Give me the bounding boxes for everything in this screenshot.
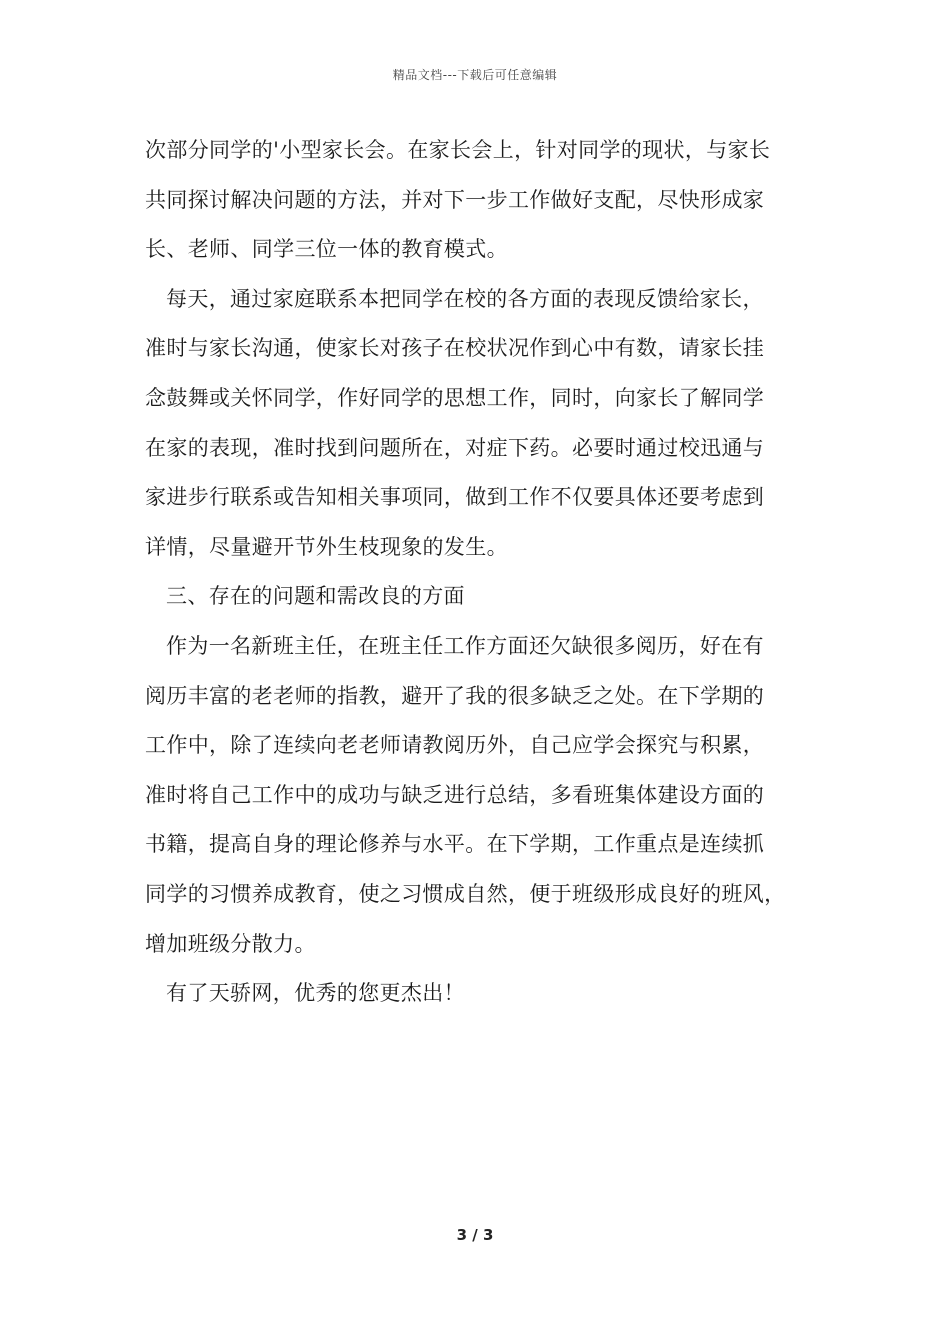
text-line: 准时与家长沟通，使家长对孩子在校状况作到心中有数，请家长挂: [145, 336, 765, 361]
text-line: 同学的习惯养成教育，使之习惯成自然，便于班级形成良好的班风，: [145, 881, 786, 906]
text-line: 阅历丰富的老老师的指教，避开了我的很多缺乏之处。在下学期的: [145, 683, 765, 708]
text-line: 增加班级分散力。: [145, 931, 316, 956]
paragraph-start-line: 每天，通过家庭联系本把同学在校的各方面的表现反馈给家长，: [166, 286, 764, 311]
section-heading: 三、存在的问题和需改良的方面: [166, 584, 465, 609]
text-line: 在家的表现，准时找到问题所在，对症下药。必要时通过校迅通与: [145, 435, 765, 460]
text-line: 共同探讨解决问题的方法，并对下一步工作做好支配，尽快形成家: [145, 187, 765, 212]
text-line: 工作中，除了连续向老老师请教阅历外，自己应学会探究与积累，: [145, 733, 765, 758]
paragraph-start-line: 作为一名新班主任，在班主任工作方面还欠缺很多阅历，好在有: [166, 633, 764, 658]
text-line: 念鼓舞或关怀同学，作好同学的思想工作，同时，向家长了解同学: [145, 385, 765, 410]
text-line: 家进步行联系或告知相关事项同，做到工作不仅要具体还要考虑到: [145, 485, 765, 510]
text-line: 次部分同学的'小型家长会。在家长会上，针对同学的现状，与家长: [145, 138, 771, 162]
closing-line: 有了天骄网，优秀的您更杰出！: [166, 981, 465, 1006]
document-body: [145, 126, 825, 1019]
page-header: 精品文档---下载后可任意编辑: [392, 68, 558, 82]
text-line: 准时将自己工作中的成功与缺乏进行总结，多看班集体建设方面的: [145, 782, 765, 807]
text-line: 详情，尽量避开节外生枝现象的发生。: [145, 534, 508, 559]
page-number: 3 / 3: [456, 1226, 494, 1244]
text-line: 书籍，提高自身的理论修养与水平。在下学期，工作重点是连续抓: [145, 832, 765, 857]
text-line: 长、老师、同学三位一体的教育模式。: [145, 237, 508, 262]
